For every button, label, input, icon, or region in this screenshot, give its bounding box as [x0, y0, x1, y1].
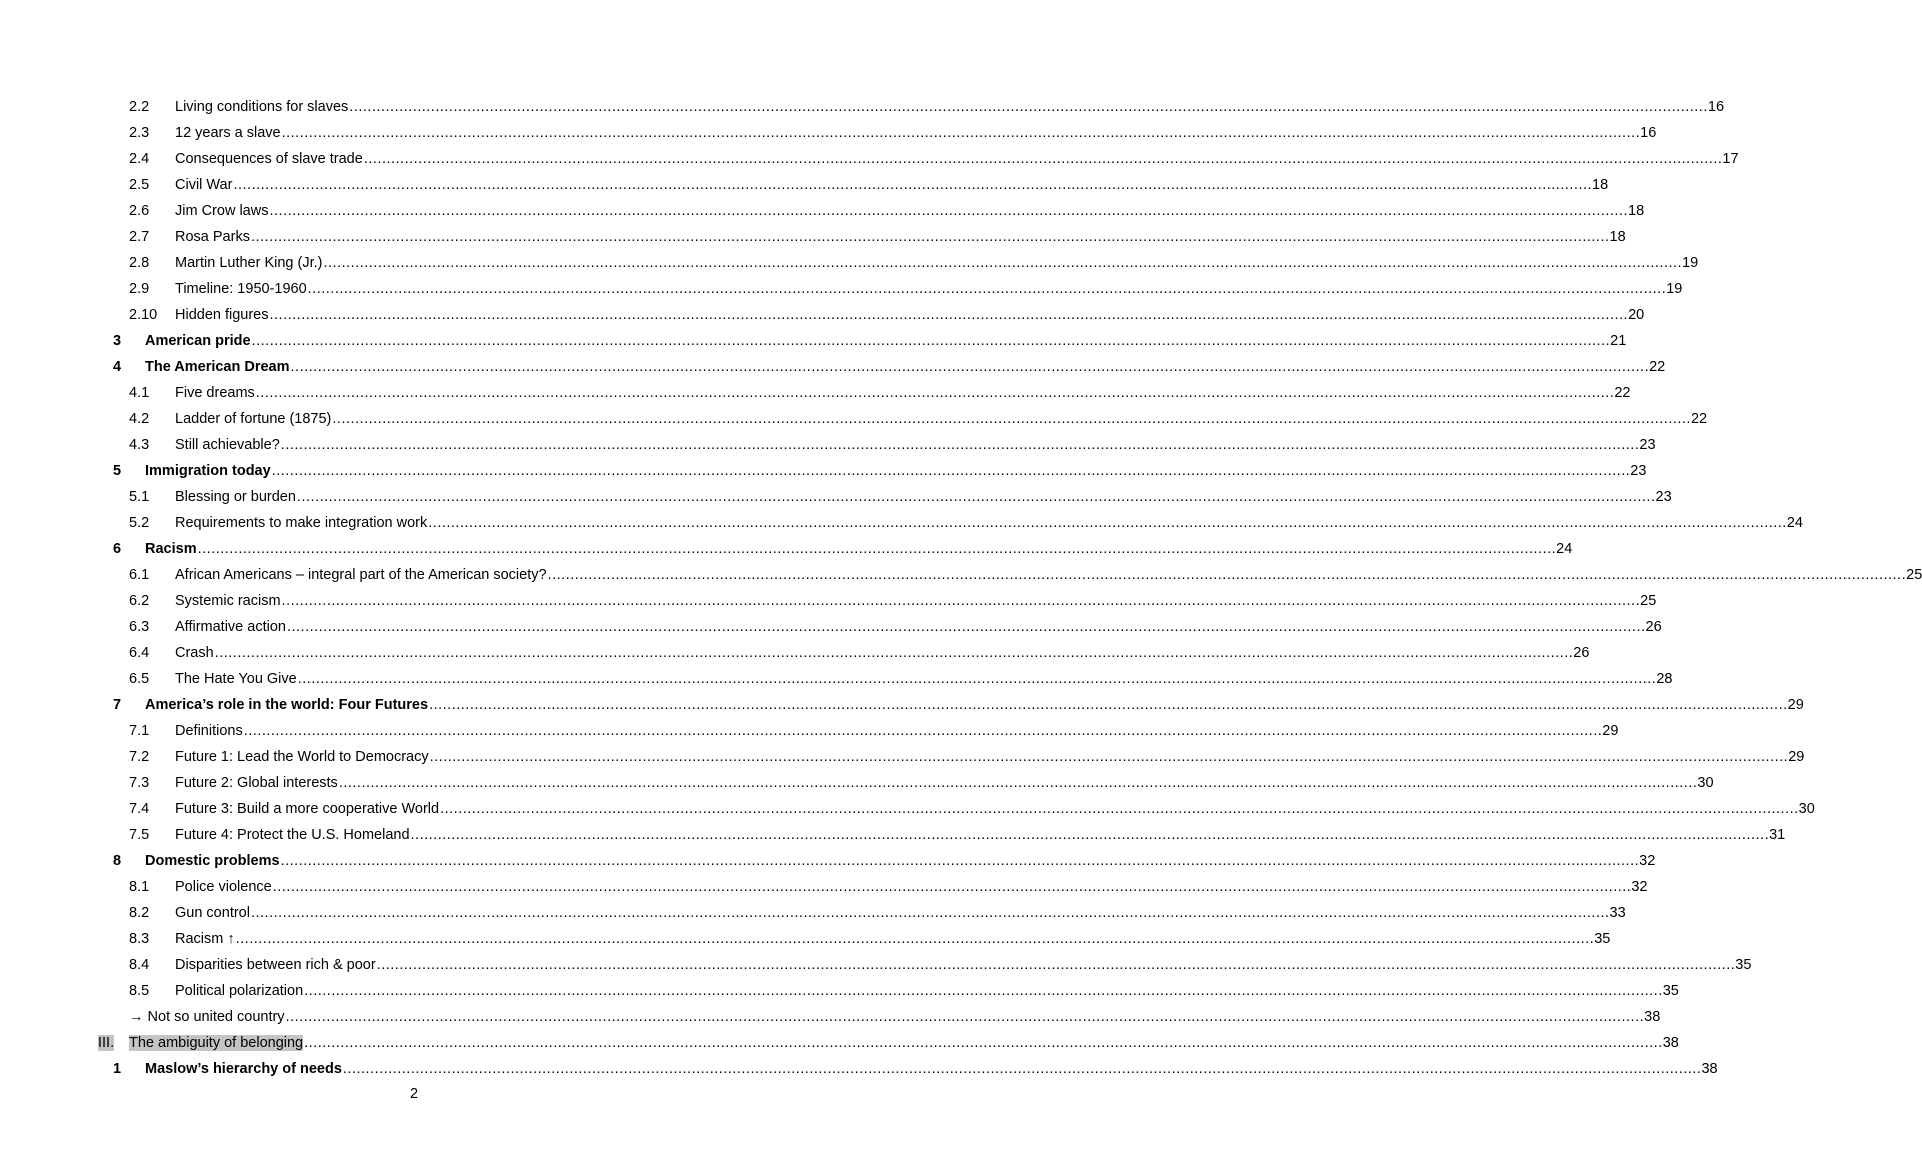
toc-entry-number: 2.9 — [129, 281, 150, 297]
toc-entry-title: Political polarization — [175, 983, 304, 999]
toc-entry[interactable] — [0, 198, 1645, 224]
toc-entry[interactable] — [0, 562, 1922, 588]
toc-entry-page: 38 — [1644, 1009, 1661, 1025]
toc-entry-line — [175, 224, 1626, 250]
toc-entry-title: Racism ↑ — [175, 931, 235, 947]
toc-entry-page: 19 — [1682, 255, 1699, 271]
dot-leader: ............................................................................................................................................................................................................................................................................................................ — [197, 541, 1557, 557]
toc-entry-page: 18 — [1609, 229, 1626, 245]
toc-entry[interactable] — [0, 172, 1609, 198]
toc-entry-number: 6 — [113, 541, 122, 557]
toc-entry-line — [175, 718, 1619, 744]
toc-entry-line — [175, 666, 1673, 692]
toc-entry-page: 23 — [1655, 489, 1672, 505]
toc-entry-line — [175, 614, 1662, 640]
toc-entry[interactable] — [0, 952, 1752, 978]
toc-entry-page: 31 — [1769, 827, 1786, 843]
dot-leader: ............................................................................................................................................................................................................................................................................................................ — [269, 203, 1629, 219]
toc-entry-number: 4.1 — [129, 385, 150, 401]
toc-entry-title: Gun control — [175, 905, 250, 921]
dot-leader: ............................................................................................................................................................................................................................................................................................................ — [429, 697, 1788, 713]
toc-entry-number: 4 — [113, 359, 122, 375]
toc-entry[interactable] — [0, 744, 1805, 770]
dot-leader: ............................................................................................................................................................................................................................................................................................................ — [290, 359, 1650, 375]
dot-leader: ............................................................................................................................................................................................................................................................................................................ — [280, 437, 1640, 453]
toc-entry-page: 19 — [1666, 281, 1683, 297]
toc-entry-line — [175, 432, 1656, 458]
toc-entry-title: Police violence — [175, 879, 272, 895]
toc-entry-line — [175, 562, 1922, 588]
dot-leader: ............................................................................................................................................................................................................................................................................................................ — [332, 411, 1691, 427]
toc-entry-title: Future 1: Lead the World to Democracy — [175, 749, 429, 765]
toc-entry-number: 2.7 — [129, 229, 150, 245]
toc-entry-line — [175, 484, 1672, 510]
toc-entry-line — [175, 770, 1714, 796]
toc-entry-line — [175, 640, 1590, 666]
toc-entry[interactable] — [0, 432, 1656, 458]
toc-entry-line — [175, 406, 1708, 432]
toc-entry-number: 4.2 — [129, 411, 150, 427]
toc-entry-title: Future 2: Global interests — [175, 775, 338, 791]
toc-entry-number: 8.1 — [129, 879, 150, 895]
toc-entry-title: Jim Crow laws — [175, 203, 269, 219]
dot-leader: ............................................................................................................................................................................................................................................................................................................ — [410, 827, 1770, 843]
toc-entry-line — [129, 1004, 1661, 1030]
dot-leader: ............................................................................................................................................................................................................................................................................................................ — [285, 1009, 1645, 1025]
toc-entry-title: America’s role in the world: Four Futures — [145, 697, 429, 713]
toc-entry-title: Future 4: Protect the U.S. Homeland — [175, 827, 410, 843]
toc-entry-line — [175, 978, 1679, 1004]
toc-entry-title: Ladder of fortune (1875) — [175, 411, 332, 427]
toc-entry-number: 2.4 — [129, 151, 150, 167]
toc-entry-page: 25 — [1640, 593, 1657, 609]
toc-entry[interactable] — [0, 94, 1725, 120]
toc-entry[interactable] — [0, 458, 1647, 484]
toc-entry-page: 17 — [1722, 151, 1739, 167]
toc-entry-title: Timeline: 1950-1960 — [175, 281, 307, 297]
toc-entry-page: 38 — [1662, 1035, 1679, 1051]
table-of-contents — [0, 94, 1922, 1082]
toc-entry-number: 7.3 — [129, 775, 150, 791]
toc-entry[interactable] — [0, 224, 1626, 250]
toc-entry-line — [175, 276, 1683, 302]
dot-leader: ............................................................................................................................................................................................................................................................................................................ — [271, 463, 1631, 479]
toc-entry-page: 32 — [1639, 853, 1656, 869]
toc-entry[interactable] — [0, 328, 1627, 354]
toc-entry-number: 6.1 — [129, 567, 150, 583]
toc-entry-number: 4.3 — [129, 437, 150, 453]
toc-entry-page: 30 — [1697, 775, 1714, 791]
toc-entry-page: 29 — [1788, 749, 1805, 765]
toc-entry-number: 8.5 — [129, 983, 150, 999]
toc-entry-title: Systemic racism — [175, 593, 281, 609]
toc-entry[interactable] — [0, 978, 1679, 1004]
toc-entry-title: American pride — [145, 333, 251, 349]
toc-entry-line — [175, 744, 1805, 770]
toc-entry-page: 29 — [1787, 697, 1804, 713]
toc-entry-number: 8.2 — [129, 905, 150, 921]
toc-entry-page: 23 — [1630, 463, 1647, 479]
toc-entry[interactable] — [0, 484, 1672, 510]
toc-entry[interactable] — [0, 614, 1662, 640]
dot-leader: ............................................................................................................................................................................................................................................................................................................ — [296, 489, 1656, 505]
toc-entry-title: Hidden figures — [175, 307, 269, 323]
dot-leader: ............................................................................................................................................................................................................................................................................................................ — [338, 775, 1698, 791]
toc-entry[interactable] — [0, 588, 1657, 614]
toc-entry-page: 22 — [1614, 385, 1631, 401]
toc-entry-line — [145, 692, 1804, 718]
toc-entry-title: Five dreams — [175, 385, 255, 401]
toc-entry-page: 26 — [1573, 645, 1590, 661]
toc-entry[interactable] — [0, 874, 1648, 900]
toc-entry-line — [175, 874, 1648, 900]
toc-entry-page: 33 — [1609, 905, 1626, 921]
toc-entry-page: 35 — [1662, 983, 1679, 999]
dot-leader: ............................................................................................................................................................................................................................................................................................................ — [269, 307, 1629, 323]
toc-entry-number: 2.2 — [129, 99, 150, 115]
dot-leader: ............................................................................................................................................................................................................................................................................................................ — [280, 853, 1640, 869]
dot-leader: ............................................................................................................................................................................................................................................................................................................ — [251, 333, 1611, 349]
toc-entry-number: 7.4 — [129, 801, 150, 817]
toc-entry-page: 24 — [1786, 515, 1803, 531]
toc-entry[interactable] — [0, 822, 1786, 848]
toc-entry-page: 22 — [1649, 359, 1666, 375]
toc-entry-title: Martin Luther King (Jr.) — [175, 255, 323, 271]
dot-leader: ............................................................................................................................................................................................................................................................................................................ — [297, 671, 1657, 687]
toc-entry-number: 7.2 — [129, 749, 150, 765]
toc-entry-page: 35 — [1594, 931, 1611, 947]
toc-entry-number: 7 — [113, 697, 122, 713]
dot-leader: ............................................................................................................................................................................................................................................................................................................ — [428, 515, 1787, 531]
toc-entry-title: Still achievable? — [175, 437, 280, 453]
dot-leader: ............................................................................................................................................................................................................................................................................................................ — [363, 151, 1723, 167]
dot-leader: ............................................................................................................................................................................................................................................................................................................ — [440, 801, 1799, 817]
toc-entry-page: 23 — [1639, 437, 1656, 453]
toc-entry-line — [175, 198, 1645, 224]
toc-entry-line — [175, 900, 1626, 926]
toc-entry-page: 16 — [1640, 125, 1657, 141]
toc-entry-number: 7.1 — [129, 723, 150, 739]
toc-entry-number: 2.3 — [129, 125, 150, 141]
toc-entry[interactable] — [0, 718, 1619, 744]
dot-leader: ............................................................................................................................................................................................................................................................................................................ — [250, 905, 1610, 921]
toc-entry-title: Living conditions for slaves — [175, 99, 349, 115]
toc-entry-page: 24 — [1556, 541, 1573, 557]
toc-entry[interactable] — [0, 146, 1739, 172]
toc-entry-line — [145, 458, 1647, 484]
toc-entry-number: 6.4 — [129, 645, 150, 661]
toc-entry[interactable] — [0, 276, 1683, 302]
toc-entry-line — [145, 1056, 1718, 1082]
toc-entry-title: Requirements to make integration work — [175, 515, 428, 531]
toc-entry-line — [145, 536, 1573, 562]
toc-entry[interactable] — [0, 354, 1666, 380]
dot-leader: ............................................................................................................................................................................................................................................................................................................ — [349, 99, 1708, 115]
toc-entry[interactable] — [0, 640, 1590, 666]
toc-entry-number: 2.10 — [129, 307, 158, 323]
toc-entry-number: 2.5 — [129, 177, 150, 193]
toc-entry[interactable] — [0, 900, 1626, 926]
dot-leader: ............................................................................................................................................................................................................................................................................................................ — [235, 931, 1595, 947]
toc-entry[interactable] — [0, 120, 1657, 146]
toc-entry-title: Immigration today — [145, 463, 271, 479]
toc-entry-title: The American Dream — [145, 359, 290, 375]
dot-leader: ............................................................................................................................................................................................................................................................................................................ — [243, 723, 1603, 739]
toc-entry-page: 20 — [1628, 307, 1645, 323]
dot-leader: ............................................................................................................................................................................................................................................................................................................ — [547, 567, 1907, 583]
toc-entry-title: The ambiguity of belonging — [129, 1035, 304, 1051]
toc-entry-page: 32 — [1631, 879, 1648, 895]
toc-entry-title: 12 years a slave — [175, 125, 281, 141]
toc-entry-page: 18 — [1592, 177, 1609, 193]
toc-entry-page: 16 — [1707, 99, 1725, 115]
toc-entry[interactable] — [0, 406, 1708, 432]
toc-entry-line — [175, 120, 1657, 146]
toc-entry-number: 3 — [113, 333, 122, 349]
toc-entry-title: Consequences of slave trade — [175, 151, 363, 167]
dot-leader: ............................................................................................................................................................................................................................................................................................................ — [342, 1061, 1702, 1077]
toc-entry-page: 21 — [1610, 333, 1627, 349]
toc-entry-title: Crash — [175, 645, 214, 661]
toc-entry-line — [175, 94, 1725, 120]
toc-entry[interactable] — [0, 796, 1815, 822]
toc-entry-number: 8.3 — [129, 931, 150, 947]
toc-entry-title: African Americans – integral part of the American society? — [175, 567, 547, 583]
toc-entry-page: 35 — [1735, 957, 1752, 973]
toc-entry-number: 6.2 — [129, 593, 150, 609]
toc-entry-number: 6.5 — [129, 671, 150, 687]
dot-leader: ............................................................................................................................................................................................................................................................................................................ — [233, 177, 1593, 193]
toc-entry-line — [145, 328, 1627, 354]
toc-entry-line — [175, 952, 1752, 978]
dot-leader: ............................................................................................................................................................................................................................................................................................................ — [429, 749, 1789, 765]
toc-entry-page: 29 — [1602, 723, 1619, 739]
dot-leader: ............................................................................................................................................................................................................................................................................................................ — [304, 983, 1663, 999]
toc-entry[interactable] — [0, 1004, 1661, 1030]
toc-entry-title: Definitions — [175, 723, 243, 739]
toc-entry-number: 8 — [113, 853, 122, 869]
toc-entry-number: 5.2 — [129, 515, 150, 531]
toc-entry[interactable] — [0, 380, 1631, 406]
toc-entry[interactable] — [0, 926, 1611, 952]
toc-entry-title: Disparities between rich & poor — [175, 957, 376, 973]
dot-leader: ............................................................................................................................................................................................................................................................................................................ — [307, 281, 1667, 297]
dot-leader: ............................................................................................................................................................................................................................................................................................................ — [214, 645, 1574, 661]
dot-leader: ............................................................................................................................................................................................................................................................................................................ — [323, 255, 1683, 271]
dot-leader: ............................................................................................................................................................................................................................................................................................................ — [255, 385, 1615, 401]
toc-entry-page: 22 — [1690, 411, 1708, 427]
toc-entry-number: 2.6 — [129, 203, 150, 219]
toc-entry-line — [175, 822, 1786, 848]
toc-entry-number: 2.8 — [129, 255, 150, 271]
toc-entry-page: 25 — [1906, 567, 1922, 583]
toc-entry-line — [175, 926, 1611, 952]
toc-entry-line — [175, 380, 1631, 406]
toc-entry-line — [175, 302, 1645, 328]
toc-entry-page: 38 — [1701, 1061, 1718, 1077]
toc-entry[interactable] — [0, 302, 1645, 328]
toc-entry-number: 8.4 — [129, 957, 150, 973]
dot-leader: ............................................................................................................................................................................................................................................................................................................ — [304, 1035, 1663, 1051]
toc-entry[interactable] — [0, 848, 1656, 874]
toc-entry-page: 30 — [1798, 801, 1815, 817]
toc-entry-line — [175, 172, 1609, 198]
toc-entry-number: 7.5 — [129, 827, 150, 843]
toc-entry-line — [129, 1030, 1679, 1056]
toc-entry-line — [175, 588, 1657, 614]
toc-entry[interactable] — [0, 1056, 1718, 1082]
toc-entry[interactable] — [0, 536, 1573, 562]
dot-leader: ............................................................................................................................................................................................................................................................................................................ — [272, 879, 1632, 895]
toc-entry-line — [175, 796, 1815, 822]
toc-entry-page: 28 — [1656, 671, 1673, 687]
toc-entry-number: 6.3 — [129, 619, 150, 635]
dot-leader: ............................................................................................................................................................................................................................................................................................................ — [286, 619, 1646, 635]
toc-entry[interactable] — [0, 510, 1803, 536]
toc-entry-title: Future 3: Build a more cooperative World — [175, 801, 440, 817]
toc-entry-title: Blessing or burden — [175, 489, 296, 505]
toc-entry-line — [175, 146, 1739, 172]
toc-entry-line — [175, 250, 1699, 276]
toc-entry-title: Domestic problems — [145, 853, 280, 869]
toc-entry-title: Maslow’s hierarchy of needs — [145, 1061, 342, 1077]
toc-entry-page: 26 — [1645, 619, 1662, 635]
toc-entry[interactable] — [0, 1030, 1679, 1056]
toc-entry-number: 5 — [113, 463, 122, 479]
toc-entry-number: III. — [98, 1035, 115, 1051]
toc-entry-title: Civil War — [175, 177, 233, 193]
toc-entry-line — [145, 354, 1666, 380]
page-number-footer: 2 — [409, 1086, 419, 1102]
dot-leader: ............................................................................................................................................................................................................................................................................................................ — [281, 593, 1641, 609]
toc-entry-title: The Hate You Give — [175, 671, 297, 687]
dot-leader: ............................................................................................................................................................................................................................................................................................................ — [376, 957, 1736, 973]
dot-leader: ............................................................................................................................................................................................................................................................................................................ — [281, 125, 1641, 141]
toc-entry-line — [175, 510, 1803, 536]
toc-entry-title: Racism — [145, 541, 197, 557]
dot-leader: ............................................................................................................................................................................................................................................................................................................ — [250, 229, 1610, 245]
toc-entry-number: 5.1 — [129, 489, 150, 505]
toc-entry-title: Affirmative action — [175, 619, 286, 635]
toc-entry-page: 18 — [1628, 203, 1645, 219]
toc-entry[interactable] — [0, 666, 1673, 692]
toc-entry-line — [145, 848, 1656, 874]
toc-entry-number: 1 — [113, 1061, 122, 1077]
toc-entry[interactable] — [0, 250, 1699, 276]
toc-entry-title: → Not so united country — [129, 1009, 285, 1025]
toc-entry[interactable] — [0, 770, 1714, 796]
toc-entry[interactable] — [0, 692, 1804, 718]
toc-entry-title: Rosa Parks — [175, 229, 250, 245]
